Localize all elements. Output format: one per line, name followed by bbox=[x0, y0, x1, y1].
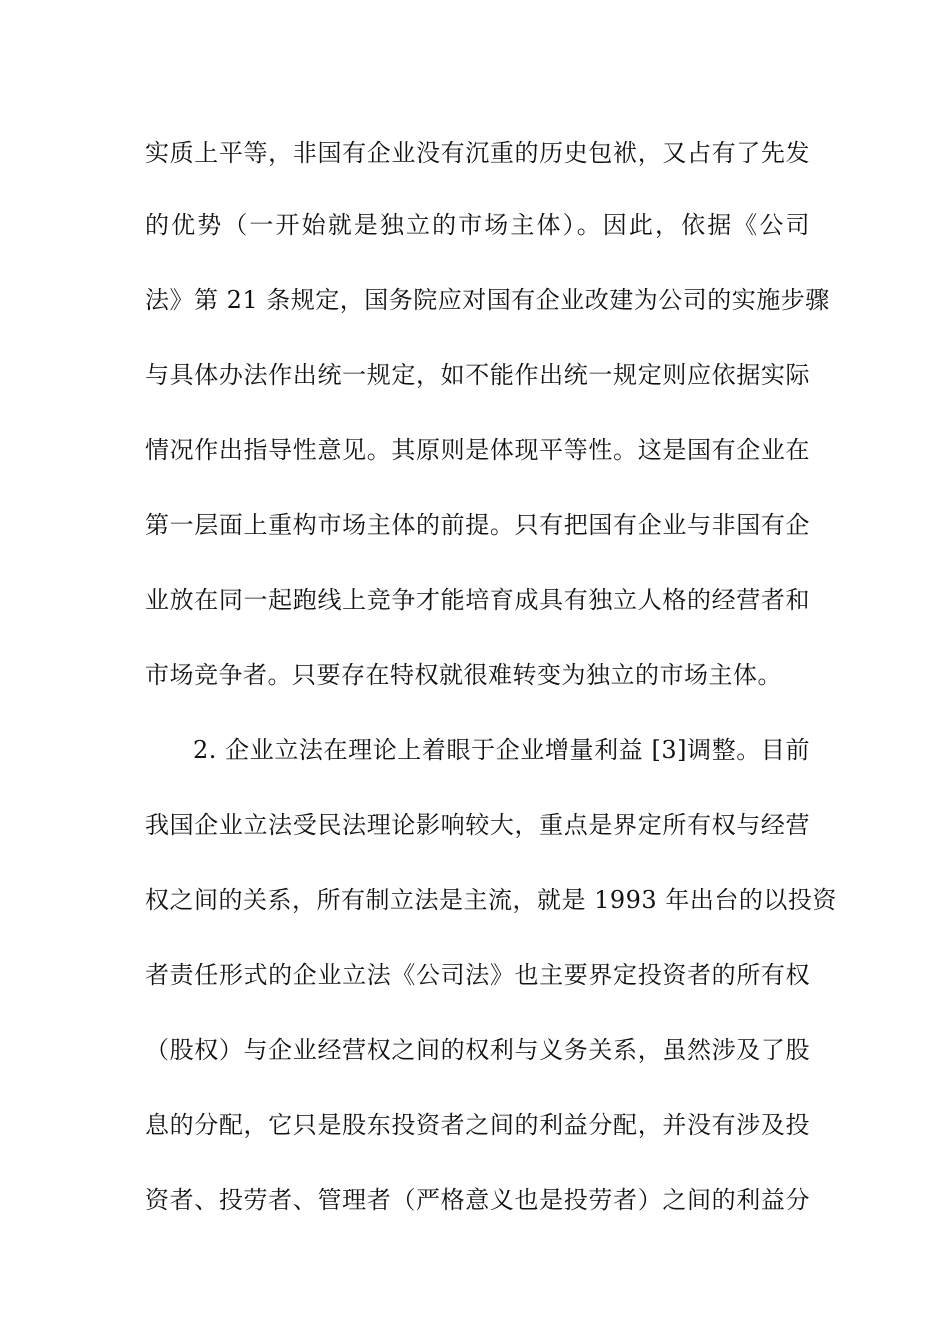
text-line-10: 我国企业立法受民法理论影响较大，重点是界定所有权与经营 bbox=[145, 811, 810, 839]
text-line-13: （股权）与企业经营权之间的权利与义务关系，虽然涉及了股 bbox=[145, 1036, 810, 1064]
text-line-8: 市场竞争者。只要存在特权就很难转变为独立的市场主体。 bbox=[145, 661, 782, 689]
text-line-15: 资者、投劳者、管理者（严格意义也是投劳者）之间的利益分 bbox=[145, 1186, 810, 1214]
text-line-14: 息的分配，它只是股东投资者之间的利益分配，并没有涉及投 bbox=[145, 1111, 810, 1139]
text-line-3: 法》第 21 条规定，国务院应对国有企业改建为公司的实施步骤 bbox=[145, 286, 830, 314]
text-line-12: 者责任形式的企业立法《公司法》也主要界定投资者的所有权 bbox=[145, 961, 810, 989]
text-line-11: 权之间的关系，所有制立法是主流，就是 1993 年出台的以投资 bbox=[145, 886, 837, 914]
text-line-7: 业放在同一起跑线上竞争才能培育成具有独立人格的经营者和 bbox=[145, 586, 810, 614]
text-line-2: 的优势（一开始就是独立的市场主体）。因此，依据《公司 bbox=[145, 211, 810, 239]
text-line-5: 情况作出指导性意见。其原则是体现平等性。这是国有企业在 bbox=[145, 436, 810, 464]
text-line-1: 实质上平等，非国有企业没有沉重的历史包袱，又占有了先发 bbox=[145, 139, 810, 167]
text-line-9: 2. 企业立法在理论上着眼于企业增量利益 [3]调整。目前 bbox=[193, 736, 810, 764]
text-line-4: 与具体办法作出统一规定，如不能作出统一规定则应依据实际 bbox=[145, 361, 810, 389]
text-line-6: 第一层面上重构市场主体的前提。只有把国有企业与非国有企 bbox=[145, 511, 810, 539]
